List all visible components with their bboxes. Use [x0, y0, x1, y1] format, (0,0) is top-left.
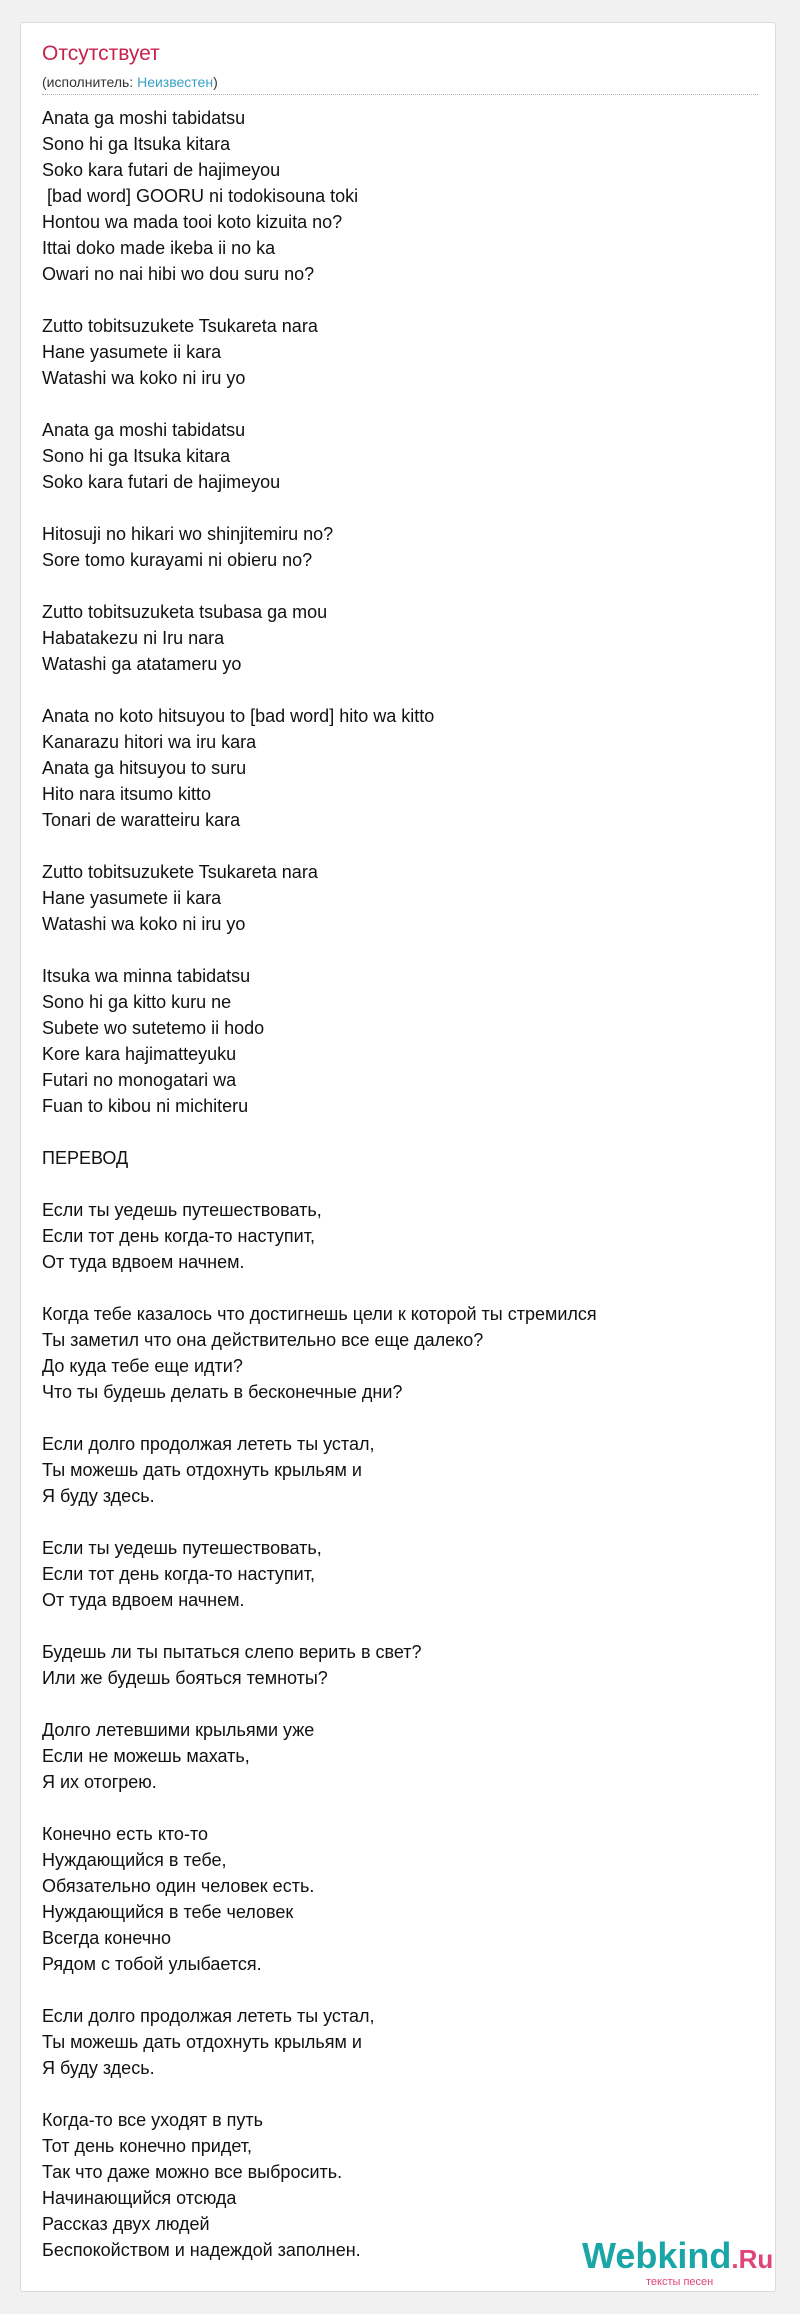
lyric-line: Subete wo sutetemo ii hodo [42, 1018, 265, 1038]
lyric-blank-line [42, 1275, 762, 1301]
lyric-blank-line [42, 573, 762, 599]
lyric-line: Что ты будешь делать в бесконечные дни? [42, 1382, 403, 1402]
site-logo[interactable] [580, 2236, 780, 2296]
lyric-line: Soko kara futari de hajimeyou [42, 160, 281, 180]
lyric-line: Если ты уедешь путешествовать, [42, 1200, 322, 1220]
lyric-blank-line [42, 1691, 762, 1717]
lyric-line: Watashi wa koko ni iru yo [42, 368, 246, 388]
lyric-line: Или же будешь бояться темноты? [42, 1668, 328, 1688]
lyric-line: Tonari de waratteiru kara [42, 810, 241, 830]
lyric-blank-line [42, 937, 762, 963]
lyric-line: Sore tomo kurayami ni obieru no? [42, 550, 313, 570]
lyric-line: Если долго продолжая лететь ты устал, [42, 2006, 375, 2026]
lyric-line: Рассказ двух людей [42, 2214, 210, 2234]
lyric-blank-line [42, 1795, 762, 1821]
lyric-line: Если ты уедешь путешествовать, [42, 1538, 322, 1558]
lyric-line: От туда вдвоем начнем. [42, 1590, 245, 1610]
lyric-line: Будешь ли ты пытаться слепо верить в свет? [42, 1642, 422, 1662]
lyric-blank-line [42, 1119, 762, 1145]
lyric-line: Hito nara itsumo kitto [42, 784, 212, 804]
lyric-line: Kanarazu hitori wa iru kara [42, 732, 257, 752]
lyric-line: Тот день конечно придет, [42, 2136, 253, 2156]
lyric-line: Обязательно один человек есть. [42, 1876, 315, 1896]
artist-line [42, 74, 218, 90]
lyric-line: Если не можешь махать, [42, 1746, 250, 1766]
lyric-line: Itsuka wa minna tabidatsu [42, 966, 251, 986]
lyric-blank-line [42, 1405, 762, 1431]
lyric-line: Zutto tobitsuzukete Tsukareta nara [42, 862, 318, 882]
lyric-blank-line [42, 495, 762, 521]
title-divider [42, 94, 758, 95]
lyric-blank-line [42, 287, 762, 313]
logo-wordmark [582, 2236, 773, 2279]
lyric-blank-line [42, 677, 762, 703]
lyric-line: Конечно есть кто-то [42, 1824, 208, 1844]
lyric-line: Я буду здесь. [42, 1486, 155, 1506]
lyric-line: Когда тебе казалось что достигнешь цели к которой ты стремился [42, 1304, 597, 1324]
lyric-line: Sono hi ga Itsuka kitara [42, 446, 231, 466]
lyric-line: ПЕРЕВОД [42, 1148, 129, 1168]
lyric-line: Если тот день когда-то наступит, [42, 1226, 315, 1246]
lyric-line: Долго летевшими крыльями уже [42, 1720, 315, 1740]
lyric-line: До куда тебе еще идти? [42, 1356, 243, 1376]
lyric-line: Habatakezu ni Iru nara [42, 628, 225, 648]
lyric-line: Если долго продолжая лететь ты устал, [42, 1434, 375, 1454]
lyric-line: Anata ga moshi tabidatsu [42, 420, 246, 440]
lyric-line: Hitosuji no hikari wo shinjitemiru no? [42, 524, 334, 544]
lyric-line: Всегда конечно [42, 1928, 172, 1948]
lyric-line: Hane yasumete ii kara [42, 342, 222, 362]
lyric-line: Когда-то все уходят в путь [42, 2110, 264, 2130]
lyric-blank-line [42, 1977, 762, 2003]
lyric-line: Так что даже можно все выбросить. [42, 2162, 343, 2182]
lyric-line: Ты можешь дать отдохнуть крыльям и [42, 1460, 362, 1480]
lyric-line: Anata ga hitsuyou to suru [42, 758, 247, 778]
lyric-line: Ты можешь дать отдохнуть крыльям и [42, 2032, 362, 2052]
song-title: Отсутствует [42, 42, 160, 65]
lyric-line: Начинающийся отсюда [42, 2188, 237, 2208]
lyrics-card [20, 22, 776, 2292]
lyric-line: Рядом с тобой улыбается. [42, 1954, 262, 1974]
lyric-line: Watashi ga atatameru yo [42, 654, 242, 674]
lyric-line: Futari no monogatari wa [42, 1070, 237, 1090]
logo-tld: .Ru [731, 2244, 774, 2274]
lyric-line: Sono hi ga Itsuka kitara [42, 134, 231, 154]
lyric-blank-line [42, 833, 762, 859]
lyric-line: Hontou wa mada tooi koto kizuita no? [42, 212, 343, 232]
lyric-blank-line [42, 1171, 762, 1197]
logo-tagline: тексты песен [646, 2276, 714, 2288]
lyric-line: Если тот день когда-то наступит, [42, 1564, 315, 1584]
logo-brand: Webkind [582, 2235, 732, 2276]
lyric-line: Ittai doko made ikeba ii no ka [42, 238, 276, 258]
lyric-line: Fuan to kibou ni michiteru [42, 1096, 249, 1116]
lyric-line: Owari no nai hibi wo dou suru no? [42, 264, 315, 284]
lyric-line: Беспокойством и надеждой заполнен. [42, 2240, 361, 2260]
lyric-line: Zutto tobitsuzukete Tsukareta nara [42, 316, 318, 336]
lyric-line: Kore kara hajimatteyuku [42, 1044, 237, 1064]
lyric-line: Anata ga moshi tabidatsu [42, 108, 246, 128]
lyric-line: Нуждающийся в тебе человек [42, 1902, 294, 1922]
lyric-line: От туда вдвоем начнем. [42, 1252, 245, 1272]
lyric-line: Zutto tobitsuzuketa tsubasa ga mou [42, 602, 328, 622]
lyric-line: Sono hi ga kitto kuru ne [42, 992, 232, 1012]
lyric-line: Я их отогрею. [42, 1772, 157, 1792]
artist-prefix: (исполнитель: [42, 74, 138, 90]
lyric-blank-line [42, 1509, 762, 1535]
lyric-line: Я буду здесь. [42, 2058, 155, 2078]
lyrics-body [42, 105, 762, 2263]
lyric-line: Hane yasumete ii kara [42, 888, 222, 908]
artist-suffix: ) [213, 74, 218, 90]
lyric-line: [bad word] GOORU ni todokisouna toki [42, 186, 359, 206]
lyric-line: Watashi wa koko ni iru yo [42, 914, 246, 934]
lyric-line: Anata no koto hitsuyou to [bad word] hito wa kitto [42, 706, 435, 726]
lyric-line: Soko kara futari de hajimeyou [42, 472, 281, 492]
lyric-blank-line [42, 2081, 762, 2107]
lyric-line: Нуждающийся в тебе, [42, 1850, 227, 1870]
lyric-blank-line [42, 1613, 762, 1639]
artist-link[interactable]: Неизвестен [137, 74, 214, 90]
lyric-blank-line [42, 391, 762, 417]
lyric-line: Ты заметил что она действительно все еще далеко? [42, 1330, 484, 1350]
